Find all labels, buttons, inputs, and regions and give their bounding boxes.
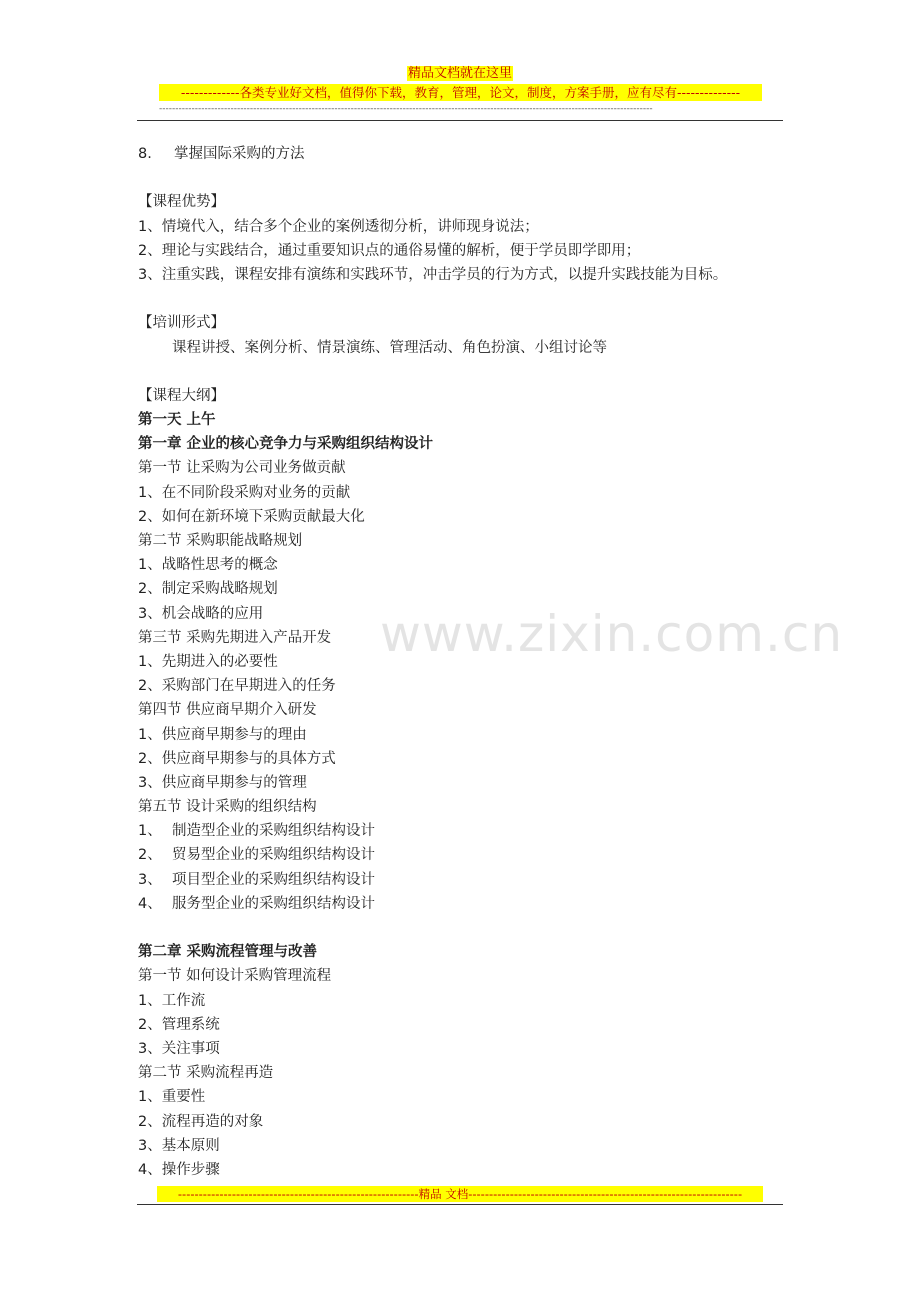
subitem-number: 2、	[138, 847, 162, 864]
outline-line: 第三节 采购先期进入产品开发	[138, 629, 332, 646]
subitem-text: 服务型企业的采购组织结构设计	[172, 895, 375, 912]
blank-line	[138, 287, 798, 311]
advantage-item: 3、注重实践，课程安排有演练和实践环节，冲击学员的行为方式，以提升实践技能为目标。	[138, 266, 728, 283]
chapter-heading: 第二章 采购流程管理与改善	[138, 944, 318, 961]
subitem-number: 3、	[138, 871, 162, 888]
outline-line: 1、重要性	[138, 1089, 206, 1106]
header-title	[0, 65, 920, 82]
item-text: 掌握国际采购的方法	[174, 146, 305, 162]
format-text: 课程讲授、案例分析、情景演练、管理活动、角色扮演、小组讨论等	[172, 339, 607, 356]
outline-line: 第一节 如何设计采购管理流程	[138, 968, 332, 985]
outline-line: 2、供应商早期参与的具体方式	[138, 750, 336, 767]
outline-subitem	[138, 868, 798, 892]
outline-line: 3、基本原则	[138, 1137, 220, 1154]
outline-line: 第二节 采购职能战略规划	[138, 533, 303, 549]
header-rule	[137, 120, 783, 121]
outline-line: 第五节 设计采购的组织结构	[138, 799, 317, 816]
outline-line: 1、战略性思考的概念	[138, 557, 278, 574]
day-heading: 第一天 上午	[138, 412, 216, 429]
advantage-item: 1、情境代入，结合多个企业的案例透彻分析，讲师现身说法；	[138, 218, 539, 235]
subitem-text: 贸易型企业的采购组织结构设计	[172, 847, 375, 864]
subitem-number: 4、	[138, 895, 162, 912]
outline-line: 2、管理系统	[138, 1016, 220, 1033]
subitem-text: 制造型企业的采购组织结构设计	[172, 823, 375, 840]
outline-line: 2、如何在新环境下采购贡献最大化	[138, 508, 365, 525]
section-heading-format: 【培训形式】	[138, 315, 225, 332]
outline-line: 第四节 供应商早期介入研发	[138, 702, 317, 719]
section-heading-outline: 【课程大纲】	[138, 387, 225, 404]
outline-line: 第二节 采购流程再造	[138, 1065, 274, 1082]
outline-line: 3、供应商早期参与的管理	[138, 774, 307, 791]
subitem-text: 项目型企业的采购组织结构设计	[172, 871, 375, 888]
header-subtitle: -------------各类专业好文档，值得你下载，教育，管理，论文，制度，方案手册，应有尽有--------------	[159, 84, 762, 101]
outline-line: 1、先期进入的必要性	[138, 653, 278, 670]
list-item-8	[138, 142, 798, 166]
blank-line	[138, 360, 798, 384]
outline-line: 2、流程再造的对象	[138, 1113, 264, 1130]
outline-subitem	[138, 843, 798, 867]
outline-subitem	[138, 892, 798, 916]
blank-line	[138, 166, 798, 190]
outline-line: 4、操作步骤	[138, 1161, 220, 1178]
outline-line: 2、采购部门在早期进入的任务	[138, 678, 336, 695]
header-title-text: 精品文档就在这里	[407, 66, 512, 81]
item-number: 8.	[138, 146, 152, 162]
outline-line: 1、工作流	[138, 992, 206, 1009]
advantage-item: 2、理论与实践结合，通过重要知识点的通俗易懂的解析，便于学员即学即用；	[138, 242, 641, 259]
outline-subitem	[138, 819, 798, 843]
section-heading-advantages: 【课程优势】	[138, 194, 225, 211]
footer-rule	[137, 1204, 783, 1205]
header-dash-line: --------------------------------------------------------------------------------------------------------------------------------------------------------	[159, 104, 653, 114]
subitem-number: 1、	[138, 823, 162, 840]
outline-line: 3、关注事项	[138, 1040, 220, 1057]
outline-line: 第一节 让采购为公司业务做贡献	[138, 460, 346, 477]
document-body	[138, 142, 798, 1182]
outline-line: 1、供应商早期参与的理由	[138, 726, 307, 743]
watermark: www.zixin.com.cn	[380, 605, 844, 663]
outline-line: 1、在不同阶段采购对业务的贡献	[138, 484, 351, 501]
outline-line: 3、机会战略的应用	[138, 605, 264, 622]
outline-line: 2、制定采购战略规划	[138, 581, 278, 598]
chapter-heading: 第一章 企业的核心竞争力与采购组织结构设计	[138, 436, 434, 453]
footer-text: ----------------------------------------------------------精品 文档------------------------------------------------------------------	[157, 1186, 763, 1202]
blank-line	[138, 916, 798, 940]
